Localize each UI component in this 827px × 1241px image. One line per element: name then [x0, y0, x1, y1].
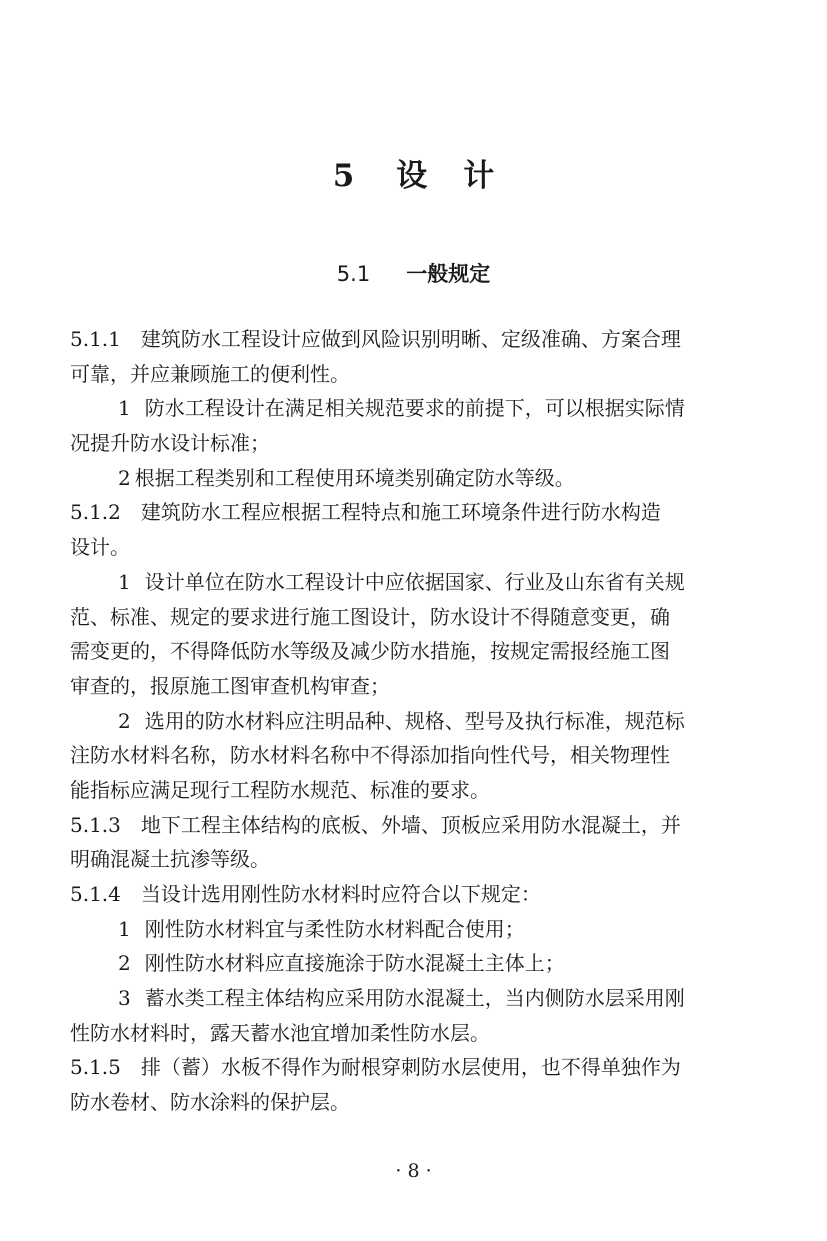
clause-number: 5.1.5	[70, 1055, 121, 1080]
item-number: 2	[118, 708, 131, 733]
clause-text: 当设计选用刚性防水材料时应符合以下规定：	[140, 882, 541, 906]
clause-line	[70, 322, 742, 357]
item-line	[70, 981, 742, 1016]
chapter-title	[0, 150, 827, 195]
clause-text: 建筑防水工程设计应做到风险识别明晰、定级准确、方案合理	[140, 327, 681, 351]
clause-number: 5.1.3	[70, 812, 121, 837]
item-number: 2	[118, 465, 131, 490]
clause-number: 5.1.4	[70, 882, 121, 906]
item-text: 根据工程类别和工程使用环境类别确定防水等级。	[134, 465, 575, 490]
clause-number: 5.1.2	[70, 500, 121, 525]
clause-text: 排（蓄）水板不得作为耐根穿刺防水层使用，也不得单独作为	[140, 1055, 681, 1080]
item-line	[70, 704, 742, 739]
section-heading	[0, 258, 827, 288]
clause-line	[70, 1050, 742, 1085]
item-text: 刚性防水材料应直接施涂于防水混凝土主体上；	[144, 951, 565, 976]
item-number: 2	[118, 951, 131, 976]
item-line: 需变更的，不得降低防水等级及减少防水措施，按规定需报经施工图	[70, 639, 670, 664]
item-line: 注防水材料名称，防水材料名称中不得添加指向性代号，相关物理性	[70, 743, 670, 768]
clause-line	[70, 808, 742, 843]
item-line	[70, 565, 742, 600]
section-title: 一般规定	[406, 262, 491, 286]
clause-text: 地下工程主体结构的底板、外墙、顶板应采用防水混凝土，并	[140, 812, 681, 837]
clause-line: 明确混凝土抗渗等级。	[70, 847, 270, 872]
item-line: 性防水材料时，露天蓄水池宜增加柔性防水层。	[70, 1020, 490, 1045]
chapter-title-part2: 计	[463, 158, 495, 194]
clause-text: 建筑防水工程应根据工程特点和施工环境条件进行防水构造	[140, 500, 661, 525]
item-line	[70, 912, 742, 947]
item-number: 1	[118, 396, 131, 421]
item-number: 3	[118, 986, 131, 1011]
item-text: 选用的防水材料应注明品种、规格、型号及执行标准，规范标	[144, 708, 685, 733]
chapter-number: 5	[332, 158, 355, 194]
item-line: 范、标准、规定的要求进行施工图设计，防水设计不得随意变更，确	[70, 604, 670, 629]
item-text: 防水工程设计在满足相关规范要求的前提下，可以根据实际情	[144, 396, 685, 421]
document-body	[70, 322, 742, 1120]
item-line: 能指标应满足现行工程防水规范、标准的要求。	[70, 777, 490, 802]
clause-line: 防水卷材、防水涂料的保护层。	[70, 1090, 350, 1115]
clause-line: 设计。	[70, 535, 130, 560]
section-number: 5.1	[336, 262, 371, 286]
chapter-title-part1: 设	[396, 158, 428, 194]
item-line: 审查的，报原施工图审查机构审查；	[70, 673, 390, 698]
item-text: 蓄水类工程主体结构应采用防水混凝土，当内侧防水层采用刚	[144, 986, 685, 1011]
clause-number: 5.1.1	[70, 327, 121, 351]
item-text: 设计单位在防水工程设计中应依据国家、行业及山东省有关规	[144, 569, 685, 594]
item-number: 1	[118, 916, 131, 941]
item-line	[70, 461, 742, 496]
item-number: 1	[118, 569, 131, 594]
item-line	[70, 946, 742, 981]
item-line	[70, 391, 742, 426]
clause-line	[70, 877, 742, 912]
page-number: · 8 ·	[395, 1160, 432, 1182]
item-text: 刚性防水材料宜与柔性防水材料配合使用；	[144, 916, 525, 941]
clause-line: 可靠，并应兼顾施工的便利性。	[70, 361, 350, 386]
clause-line	[70, 495, 742, 530]
item-line: 况提升防水设计标准；	[70, 431, 270, 456]
